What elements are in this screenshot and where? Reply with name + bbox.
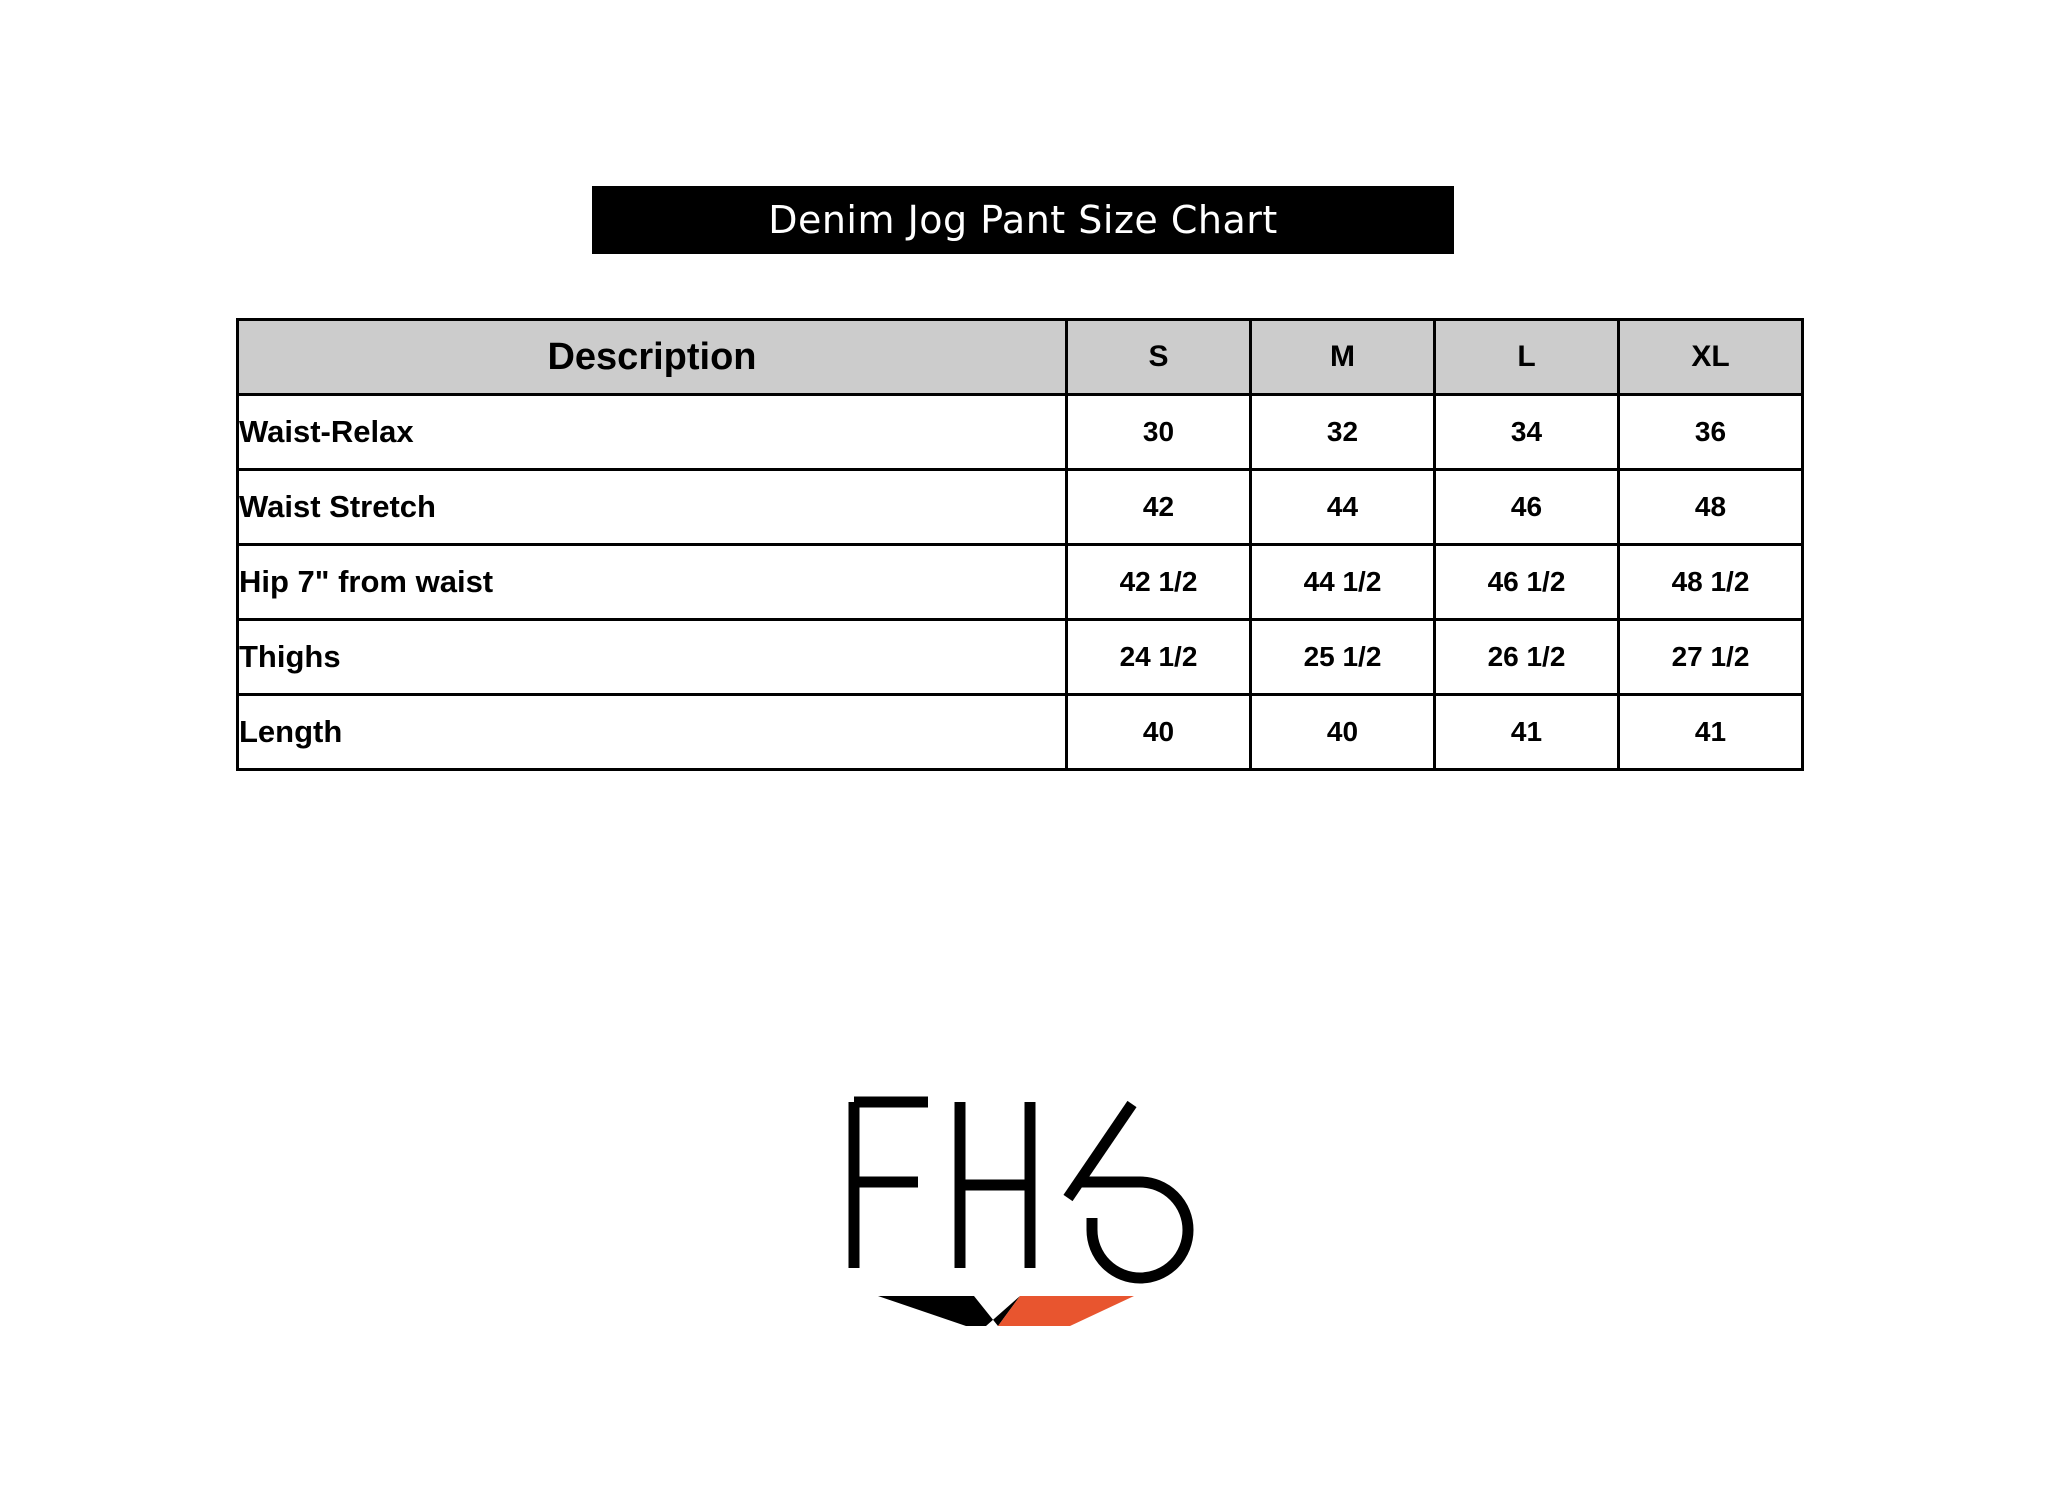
cell-xl: 48 1/2 [1619, 545, 1803, 620]
page-title: Denim Jog Pant Size Chart [768, 198, 1278, 242]
cell-s: 24 1/2 [1067, 620, 1251, 695]
table-row [238, 695, 1803, 770]
column-header-description: Description [238, 320, 1067, 395]
table-row [238, 620, 1803, 695]
fhs-logo-icon [840, 1090, 1220, 1340]
cell-s: 30 [1067, 395, 1251, 470]
cell-xl: 48 [1619, 470, 1803, 545]
column-header-xl: XL [1619, 320, 1803, 395]
row-label: Waist Stretch [238, 470, 1067, 545]
logo-orange-wedge [998, 1296, 1134, 1326]
cell-s: 42 [1067, 470, 1251, 545]
cell-l: 26 1/2 [1435, 620, 1619, 695]
table-row [238, 395, 1803, 470]
cell-m: 32 [1251, 395, 1435, 470]
column-header-l: L [1435, 320, 1619, 395]
column-header-m: M [1251, 320, 1435, 395]
row-label: Waist-Relax [238, 395, 1067, 470]
table-row [238, 545, 1803, 620]
cell-l: 46 1/2 [1435, 545, 1619, 620]
size-table-container [236, 318, 1786, 771]
cell-xl: 41 [1619, 695, 1803, 770]
cell-m: 25 1/2 [1251, 620, 1435, 695]
row-label: Thighs [238, 620, 1067, 695]
cell-s: 42 1/2 [1067, 545, 1251, 620]
table-header-row [238, 320, 1803, 395]
cell-m: 40 [1251, 695, 1435, 770]
row-label: Hip 7" from waist [238, 545, 1067, 620]
cell-l: 46 [1435, 470, 1619, 545]
fhs-logo [840, 1090, 1220, 1340]
cell-xl: 36 [1619, 395, 1803, 470]
column-header-s: S [1067, 320, 1251, 395]
cell-l: 34 [1435, 395, 1619, 470]
table-header [238, 320, 1803, 395]
size-table [236, 318, 1804, 771]
table-row [238, 470, 1803, 545]
row-label: Length [238, 695, 1067, 770]
table-body [238, 395, 1803, 770]
logo-black-wedge [878, 1296, 1020, 1326]
cell-l: 41 [1435, 695, 1619, 770]
title-banner [592, 186, 1454, 254]
cell-s: 40 [1067, 695, 1251, 770]
cell-xl: 27 1/2 [1619, 620, 1803, 695]
cell-m: 44 1/2 [1251, 545, 1435, 620]
cell-m: 44 [1251, 470, 1435, 545]
